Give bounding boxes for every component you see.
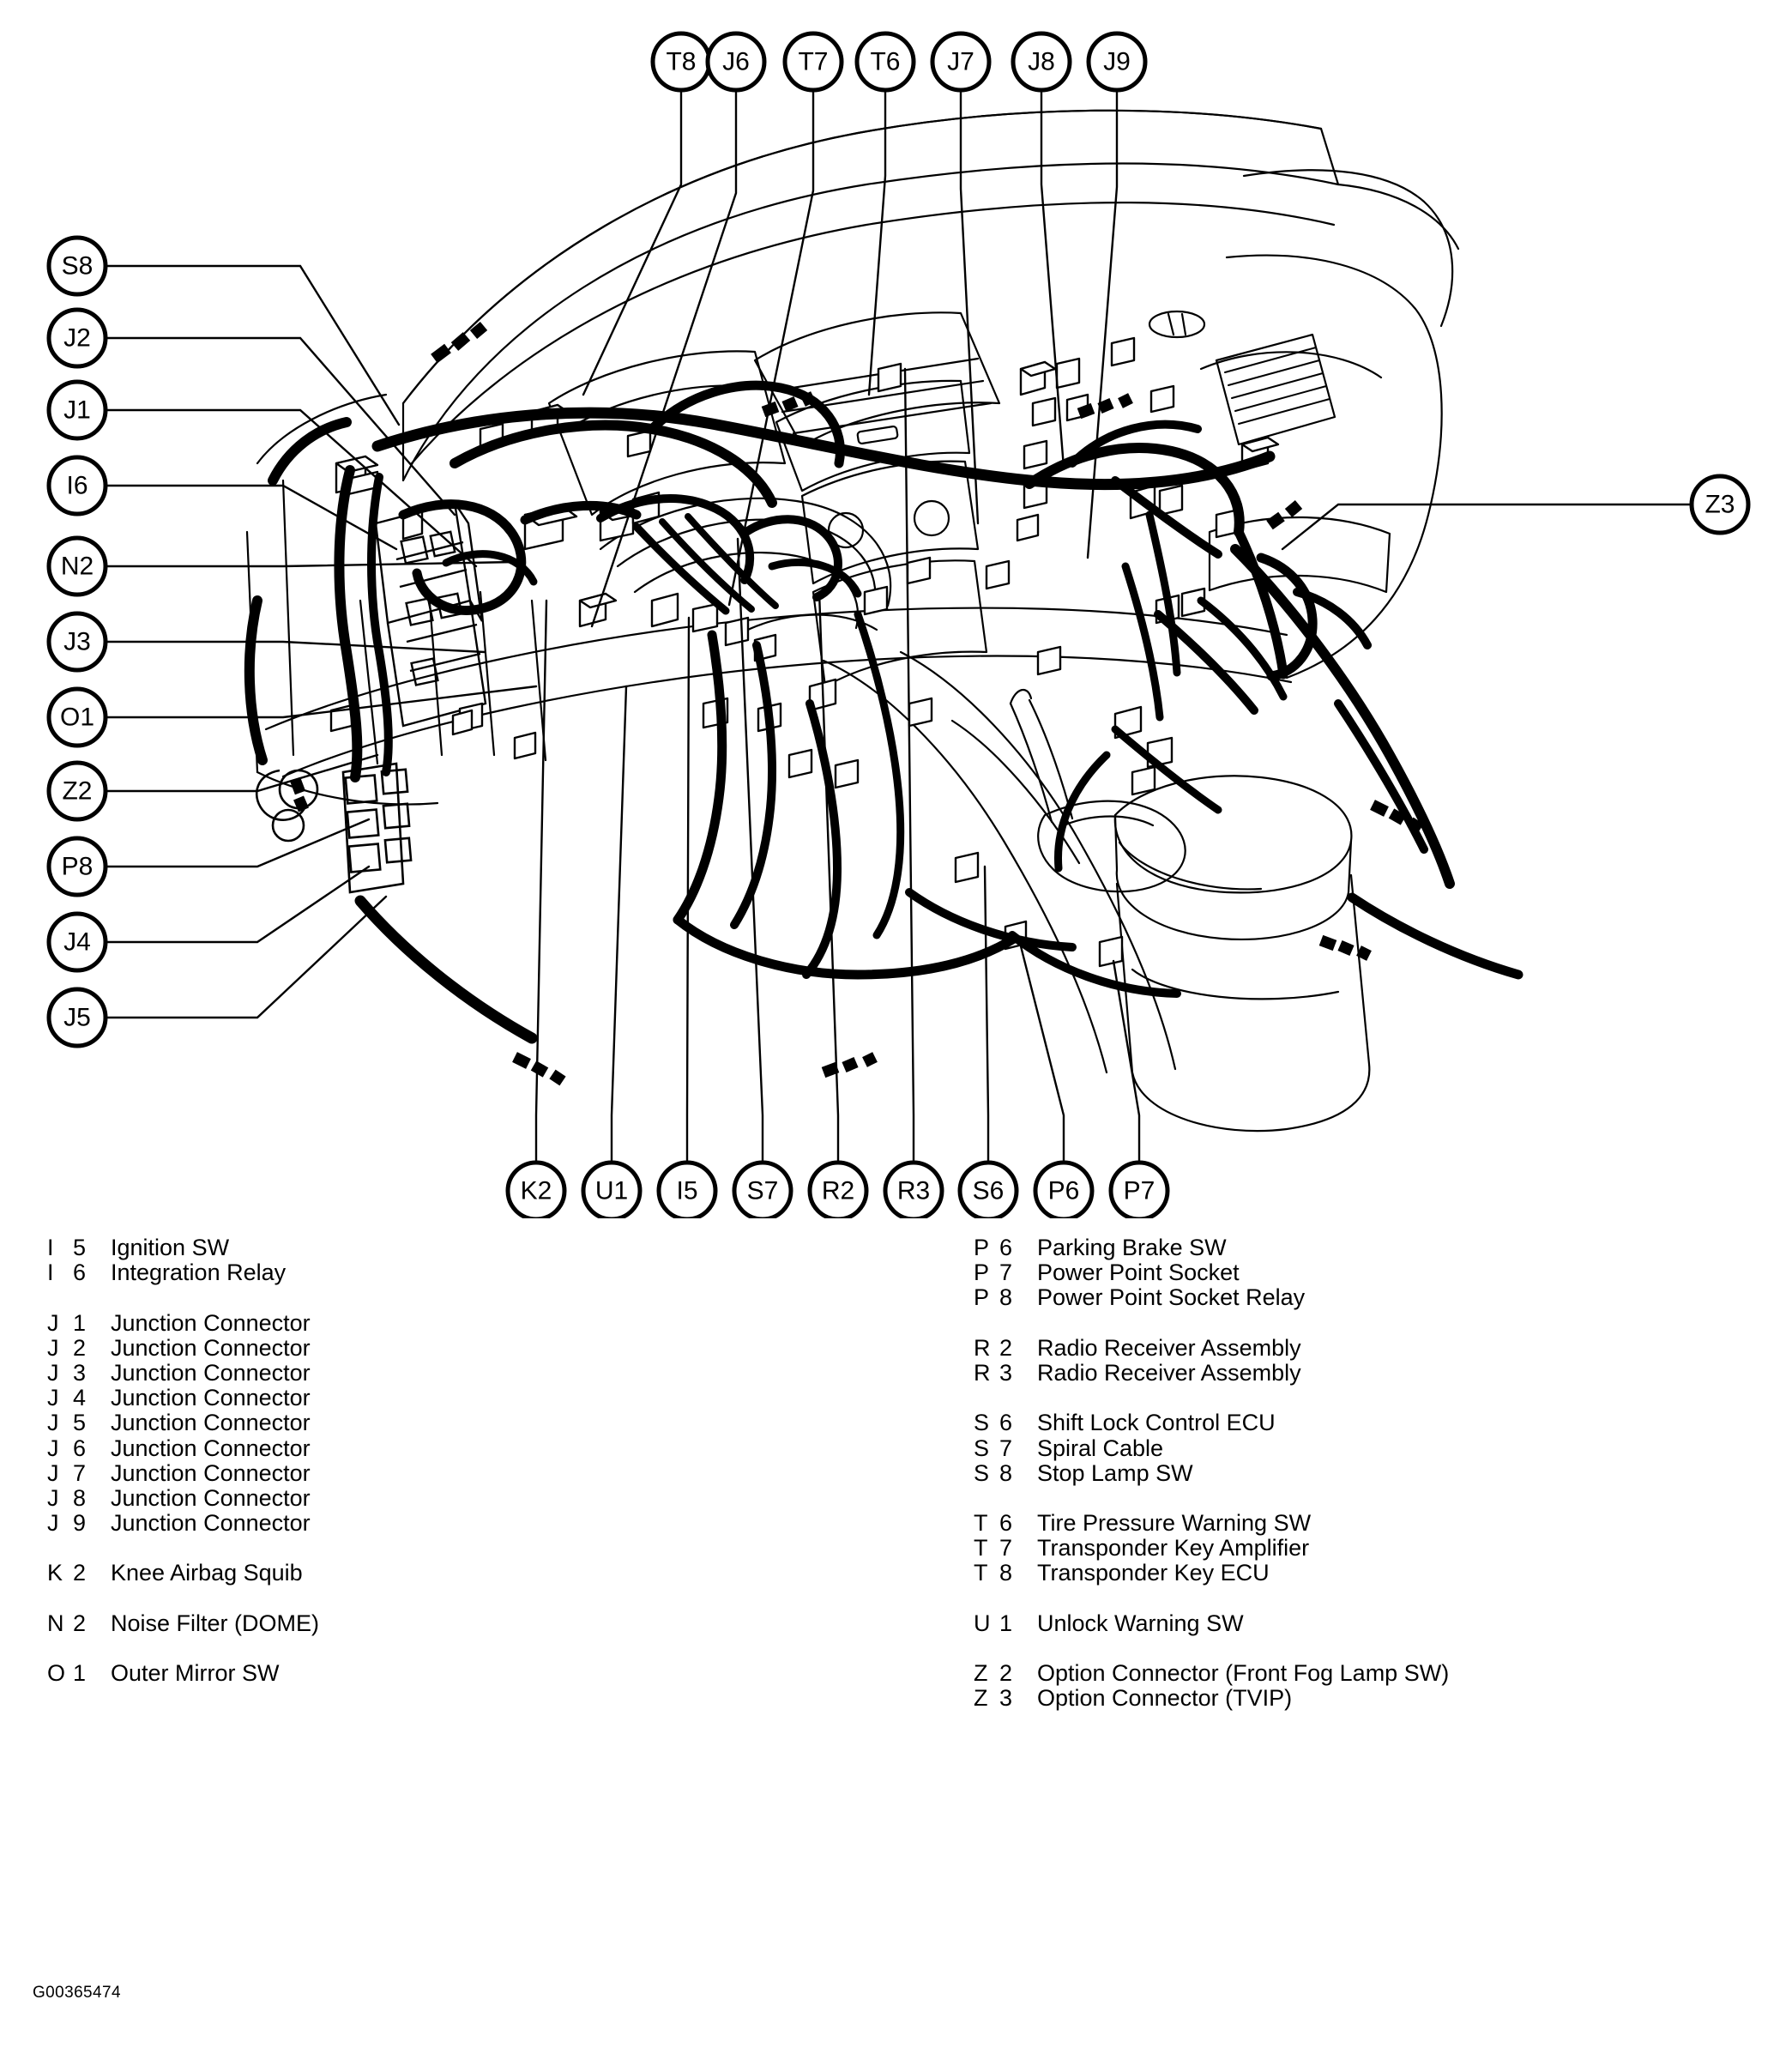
legend-description: Ignition SW xyxy=(111,1235,230,1260)
callout-code: I5 xyxy=(676,1176,698,1205)
legend-code-number: 8 xyxy=(999,1284,1013,1311)
legend-row xyxy=(47,1511,888,1536)
callout-bubble-s6[interactable] xyxy=(960,1163,1017,1218)
legend-row xyxy=(47,1561,888,1586)
legend-code-number: 8 xyxy=(999,1459,1013,1486)
legend-code-number: 7 xyxy=(999,1435,1013,1461)
legend-code-number: 5 xyxy=(73,1235,87,1260)
legend-code-number: 7 xyxy=(999,1260,1013,1286)
legend-code-letter: J xyxy=(47,1309,59,1336)
callout-code: T7 xyxy=(798,47,829,76)
legend-row xyxy=(974,1536,1789,1561)
legend-row xyxy=(47,1260,888,1285)
legend-description: Junction Connector xyxy=(111,1309,311,1336)
legend-row xyxy=(47,1311,888,1336)
callout-code: J5 xyxy=(63,1003,91,1032)
callout-bubble-p6[interactable] xyxy=(1035,1163,1092,1218)
legend-group-spacer xyxy=(47,1536,888,1561)
legend-description: Transponder Key ECU xyxy=(1037,1560,1270,1586)
legend-row xyxy=(47,1336,888,1361)
legend-code-number: 2 xyxy=(999,1660,1013,1687)
legend-description: Radio Receiver Assembly xyxy=(1037,1359,1301,1386)
legend-code-letter: J xyxy=(47,1359,59,1386)
legend-code-number: 2 xyxy=(73,1334,87,1361)
legend-description: Stop Lamp SW xyxy=(1037,1459,1193,1486)
legend-group-spacer xyxy=(47,1285,888,1310)
legend-code-letter: S xyxy=(974,1459,990,1486)
figure-id-label: G00365474 xyxy=(33,1984,121,2002)
legend-code-number: 1 xyxy=(999,1610,1013,1636)
callout-bubble-s7[interactable] xyxy=(734,1163,791,1218)
legend-description: Junction Connector xyxy=(111,1359,311,1386)
legend-row xyxy=(47,1411,888,1435)
callout-bubble-u1[interactable] xyxy=(583,1163,640,1218)
legend-description: Junction Connector xyxy=(111,1334,311,1361)
callout-code: T8 xyxy=(666,47,697,76)
legend-code-number: 3 xyxy=(999,1685,1013,1712)
callout-code: S8 xyxy=(61,251,94,281)
callout-bubble-o1[interactable] xyxy=(49,689,106,746)
legend-code-letter: J xyxy=(47,1334,59,1361)
legend-code-letter: J xyxy=(47,1435,59,1461)
legend-code-number: 8 xyxy=(999,1560,1013,1586)
callout-code: P7 xyxy=(1123,1176,1155,1205)
legend-row xyxy=(974,1611,1789,1636)
callout-code: J3 xyxy=(63,627,91,656)
legend-row xyxy=(47,1436,888,1461)
legend-description: Tire Pressure Warning SW xyxy=(1037,1510,1312,1537)
legend-code-number: 6 xyxy=(999,1510,1013,1537)
legend-code-letter: J xyxy=(47,1510,59,1537)
legend-row xyxy=(47,1661,888,1686)
legend-group-spacer xyxy=(974,1586,1789,1611)
legend-code-number: 3 xyxy=(73,1359,87,1386)
legend-description: Option Connector (TVIP) xyxy=(1037,1685,1293,1712)
legend-description: Knee Airbag Squib xyxy=(111,1560,303,1586)
legend-code-number: 2 xyxy=(999,1334,1013,1361)
legend-code-letter: I xyxy=(47,1235,54,1260)
legend-code-letter: R xyxy=(974,1334,991,1361)
callout-code: J8 xyxy=(1028,47,1055,76)
legend-code-letter: J xyxy=(47,1385,59,1411)
relay-block-cluster xyxy=(256,764,411,892)
legend-row xyxy=(974,1285,1789,1310)
callout-code: S7 xyxy=(746,1176,779,1205)
callout-bubble-p7[interactable] xyxy=(1111,1163,1168,1218)
callout-code: P6 xyxy=(1047,1176,1080,1205)
legend-row xyxy=(974,1436,1789,1461)
callout-bubble-z3[interactable] xyxy=(1692,476,1748,533)
legend-row xyxy=(974,1511,1789,1536)
legend-code-number: 7 xyxy=(999,1535,1013,1562)
callout-code: J9 xyxy=(1103,47,1131,76)
legend-description: Spiral Cable xyxy=(1037,1435,1164,1461)
callout-bubble-k2[interactable] xyxy=(508,1163,564,1218)
callout-bubbles xyxy=(49,33,1748,1218)
callout-code: U1 xyxy=(594,1176,629,1205)
legend-code-number: 6 xyxy=(999,1235,1013,1260)
legend-row xyxy=(974,1411,1789,1435)
legend-code-number: 6 xyxy=(999,1410,1013,1436)
legend-description: Junction Connector xyxy=(111,1459,311,1486)
legend-code-letter: R xyxy=(974,1359,991,1386)
callout-bubble-j9[interactable] xyxy=(1089,33,1145,90)
legend-description: Noise Filter (DOME) xyxy=(111,1610,320,1636)
legend-description: Integration Relay xyxy=(111,1260,287,1286)
legend-code-letter: S xyxy=(974,1410,990,1436)
legend-code-letter: I xyxy=(47,1260,54,1286)
legend-code-letter: K xyxy=(47,1560,63,1586)
legend-group-spacer xyxy=(974,1636,1789,1661)
legend-row xyxy=(47,1611,888,1636)
component-legend xyxy=(0,1235,1792,2072)
legend-code-letter: P xyxy=(974,1260,990,1286)
legend-group-spacer xyxy=(974,1311,1789,1336)
callout-code: R2 xyxy=(821,1176,855,1205)
legend-description: Junction Connector xyxy=(111,1410,311,1436)
legend-description: Parking Brake SW xyxy=(1037,1235,1227,1260)
legend-code-letter: P xyxy=(974,1284,990,1311)
callout-bubble-t6[interactable] xyxy=(857,33,914,90)
legend-description: Shift Lock Control ECU xyxy=(1037,1410,1276,1436)
callout-bubble-i5[interactable] xyxy=(659,1163,715,1218)
legend-code-letter: U xyxy=(974,1610,991,1636)
legend-code-number: 1 xyxy=(73,1660,87,1687)
legend-row xyxy=(47,1486,888,1511)
legend-code-number: 4 xyxy=(73,1385,87,1411)
callout-bubble-t7[interactable] xyxy=(785,33,842,90)
legend-code-letter: Z xyxy=(974,1685,988,1712)
legend-row xyxy=(974,1461,1789,1486)
callout-bubble-j3[interactable] xyxy=(49,613,106,670)
callout-bubble-j4[interactable] xyxy=(49,914,106,970)
legend-row xyxy=(974,1661,1789,1686)
legend-row xyxy=(47,1386,888,1411)
legend-code-letter: P xyxy=(974,1235,990,1260)
legend-code-letter: N xyxy=(47,1610,64,1636)
legend-row xyxy=(974,1361,1789,1386)
legend-code-letter: Z xyxy=(974,1660,988,1687)
callout-bubble-n2[interactable] xyxy=(49,538,106,595)
legend-column-left xyxy=(47,1235,888,1686)
legend-code-letter: S xyxy=(974,1435,990,1461)
legend-description: Power Point Socket Relay xyxy=(1037,1284,1306,1311)
legend-code-number: 8 xyxy=(73,1484,87,1511)
legend-code-number: 5 xyxy=(73,1410,87,1436)
legend-group-spacer xyxy=(974,1486,1789,1511)
legend-code-number: 7 xyxy=(73,1459,87,1486)
legend-code-letter: T xyxy=(974,1535,988,1562)
legend-code-number: 6 xyxy=(73,1260,87,1286)
legend-description: Power Point Socket xyxy=(1037,1260,1240,1286)
legend-group-spacer xyxy=(47,1636,888,1661)
callout-bubble-j8[interactable] xyxy=(1013,33,1070,90)
legend-description: Junction Connector xyxy=(111,1385,311,1411)
legend-row xyxy=(974,1235,1789,1260)
legend-code-number: 2 xyxy=(73,1560,87,1586)
legend-code-letter: J xyxy=(47,1410,59,1436)
legend-code-number: 9 xyxy=(73,1510,87,1537)
legend-description: Transponder Key Amplifier xyxy=(1037,1535,1310,1562)
legend-code-letter: J xyxy=(47,1459,59,1486)
legend-description: Outer Mirror SW xyxy=(111,1660,280,1687)
callout-bubble-j5[interactable] xyxy=(49,989,106,1046)
legend-row xyxy=(47,1461,888,1486)
legend-group-spacer xyxy=(47,1586,888,1611)
callout-code: Z3 xyxy=(1705,490,1735,519)
callout-bubble-j2[interactable] xyxy=(49,310,106,366)
callout-bubble-r2[interactable] xyxy=(810,1163,866,1218)
callout-bubble-z2[interactable] xyxy=(49,763,106,819)
legend-row xyxy=(47,1361,888,1386)
legend-description: Junction Connector xyxy=(111,1484,311,1511)
legend-row xyxy=(974,1686,1789,1711)
callout-bubble-j7[interactable] xyxy=(932,33,989,90)
legend-description: Option Connector (Front Fog Lamp SW) xyxy=(1037,1660,1450,1687)
callout-bubble-i6[interactable] xyxy=(49,457,106,514)
legend-code-number: 1 xyxy=(73,1309,87,1336)
callout-code: Z2 xyxy=(62,776,93,806)
legend-description: Unlock Warning SW xyxy=(1037,1610,1244,1636)
legend-description: Junction Connector xyxy=(111,1435,311,1461)
legend-row xyxy=(47,1235,888,1260)
callout-code: S6 xyxy=(972,1176,1005,1205)
callout-code: K2 xyxy=(520,1176,552,1205)
callout-bubble-j1[interactable] xyxy=(49,382,106,438)
callout-code: O1 xyxy=(59,703,95,732)
legend-code-letter: T xyxy=(974,1560,988,1586)
callout-code: N2 xyxy=(60,552,94,581)
callout-bubble-s8[interactable] xyxy=(49,238,106,294)
callout-code: I6 xyxy=(66,471,88,500)
callout-bubble-t8[interactable] xyxy=(653,33,709,90)
legend-group-spacer xyxy=(974,1386,1789,1411)
callout-code: P8 xyxy=(61,852,94,881)
legend-row xyxy=(974,1260,1789,1285)
legend-row xyxy=(974,1336,1789,1361)
legend-description: Junction Connector xyxy=(111,1510,311,1537)
legend-code-number: 3 xyxy=(999,1359,1013,1386)
legend-code-letter: J xyxy=(47,1484,59,1511)
legend-code-number: 6 xyxy=(73,1435,87,1461)
legend-description: Radio Receiver Assembly xyxy=(1037,1334,1301,1361)
callout-bubble-j6[interactable] xyxy=(708,33,764,90)
legend-row xyxy=(974,1561,1789,1586)
legend-column-right xyxy=(974,1235,1789,1712)
callout-code: J7 xyxy=(947,47,974,76)
callout-code: J6 xyxy=(722,47,750,76)
callout-code: T6 xyxy=(870,47,901,76)
legend-code-letter: O xyxy=(47,1660,66,1687)
legend-code-letter: T xyxy=(974,1510,988,1537)
callout-bubble-p8[interactable] xyxy=(49,838,106,895)
callout-code: J2 xyxy=(63,323,91,353)
callout-code: J1 xyxy=(63,396,91,425)
callout-code: R3 xyxy=(896,1176,931,1205)
callout-code: J4 xyxy=(63,927,91,957)
legend-code-number: 2 xyxy=(73,1610,87,1636)
callout-bubble-r3[interactable] xyxy=(885,1163,942,1218)
